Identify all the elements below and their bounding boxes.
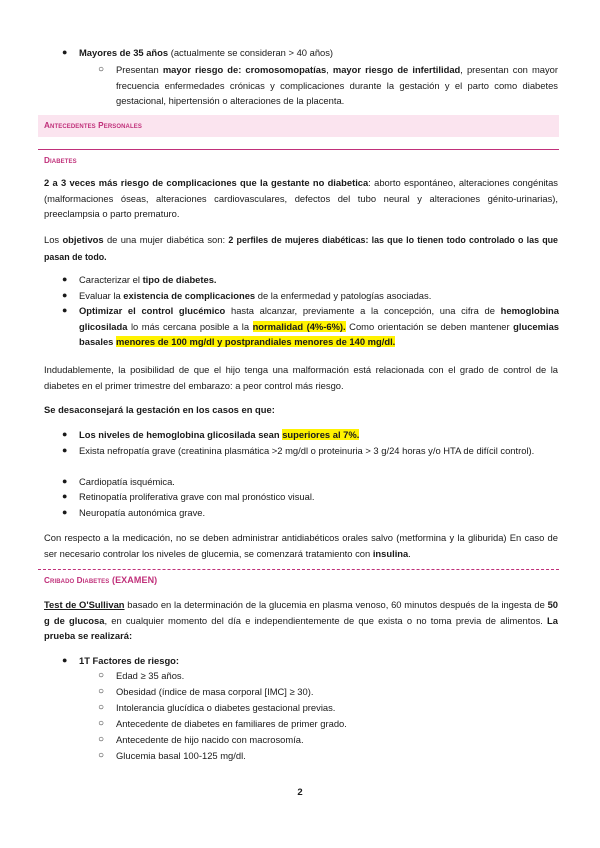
risk-factor-item: Glucemia basal 100-125 mg/dl.: [116, 750, 246, 761]
risk-factor-item: Obesidad (índice de masa corporal [IMC] ≥ 30).: [116, 686, 314, 697]
diabetes-paragraph-objectives: Los objetivos de una mujer diabética son: 2 perfiles de mujeres diabéticas: las que lo tienen todo controlado o las que pasan de todo.: [44, 234, 558, 262]
subsection-title-cribado: Cribado Diabetes (EXAMEN): [44, 575, 158, 585]
sub-bullet-circle: ○: [98, 64, 105, 75]
intro-sub-bullet: Presentan mayor riesgo de: cromosomopatías, mayor riesgo de infertilidad, presentan con mayor frecuencia enfermedades crónicas y complicaciones durante la gestación y el parto como diabetes gestacional, hipertensión o alteraciones de la placenta.: [116, 64, 559, 106]
section-rule: [38, 149, 559, 150]
diabetes-paragraph-risk: 2 a 3 veces más riesgo de complicaciones que la gestante no diabetica: aborto espontáneo, alteraciones congénitas (malformaciones óseas, alteraciones cardiovasculares, defectos del tubo neural y alteraciones génito-urinarias), preeclampsia o parto prematuro.: [44, 177, 558, 219]
sub-bullet-circle: ○: [98, 686, 105, 697]
page-number: 2: [297, 787, 303, 798]
risk-factor-item: Intolerancia glucídica o diabetes gestacional previas.: [116, 702, 336, 713]
objective-item: Evaluar la existencia de complicaciones de la enfermedad y patologías asociadas.: [79, 290, 432, 301]
bullet-dot: ●: [62, 476, 68, 486]
section-title-antecedentes: Antecedentes Personales: [44, 121, 142, 130]
section-divider: [38, 569, 559, 570]
bullet-dot: ●: [62, 47, 68, 57]
bullet-dot: ●: [62, 655, 68, 665]
contraindication-item: Neuropatía autonómica grave.: [79, 507, 206, 518]
bullet-dot: ●: [62, 290, 68, 300]
contraindication-item: Cardiopatía isquémica.: [79, 476, 175, 487]
cribado-paragraph-osullivan: Test de O'Sullivan basado en la determinación de la glucemia en plasma venoso, 60 minutos después de la ingesta de 50 g de glucosa, en cualquier momento del día e independientemente de que exista o no toma previa de alimentos. La prueba se realizará:: [44, 599, 558, 641]
bullet-dot: ●: [62, 429, 68, 439]
diabetes-contraindications-heading: Se desaconsejará la gestación en los casos en que:: [44, 404, 275, 415]
sub-bullet-circle: ○: [98, 718, 105, 729]
sub-bullet-circle: ○: [98, 702, 105, 713]
subsection-title-diabetes: Diabetes: [44, 156, 77, 165]
risk-factor-item: Antecedente de hijo nacido con macrosomía.: [116, 734, 304, 745]
bullet-dot: ●: [62, 445, 68, 455]
intro-bullet: Mayores de 35 años (actualmente se consideran > 40 años): [79, 47, 334, 58]
contraindication-item: Exista nefropatía grave (creatinina plasmática >2 mg/dl o proteinuria > 3 g/24 horas y/o HTA de difícil control).: [79, 445, 535, 456]
sub-bullet-circle: ○: [98, 670, 105, 681]
contraindication-item: Retinopatía proliferativa grave con mal pronóstico visual.: [79, 491, 315, 502]
risk-factor-item: Antecedente de diabetes en familiares de primer grado.: [116, 718, 347, 729]
bullet-dot: ●: [62, 305, 68, 315]
objective-item: Caracterizar el tipo de diabetes.: [79, 274, 217, 285]
bullet-dot: ●: [62, 274, 68, 284]
contraindication-item: Los niveles de hemoglobina glicosilada sean superiores al 7%.: [79, 429, 360, 440]
bullet-dot: ●: [62, 491, 68, 501]
diabetes-paragraph-malformation: Indudablemente, la posibilidad de que el hijo tenga una malformación está relacionada con el grado de control de la diabetes en el primer trimestre del embarazo: a peor control más riesgo.: [44, 364, 558, 391]
bullet-dot: ●: [62, 507, 68, 517]
diabetes-paragraph-medication: Con respecto a la medicación, no se deben administrar antidiabéticos orales salvo (metformina y la gliburida) En caso de ser necesario controlar los niveles de glucemia, se comenzará tratamiento con insulina.: [44, 532, 558, 559]
sub-bullet-circle: ○: [98, 734, 105, 745]
risk-factors-label: 1T Factores de riesgo:: [79, 655, 180, 666]
risk-factor-item: Edad ≥ 35 años.: [116, 670, 185, 681]
sub-bullet-circle: ○: [98, 750, 105, 761]
objective-item: Optimizar el control glucémico hasta alcanzar, previamente a la concepción, una cifra de hemoglobina glicosilada lo más cercana posible a la normalidad (4%-6%). Como orientación se deben mantener glucemias basales menores de 100 mg/dl y postprandiales menores de 140 mg/dl.: [79, 305, 559, 347]
